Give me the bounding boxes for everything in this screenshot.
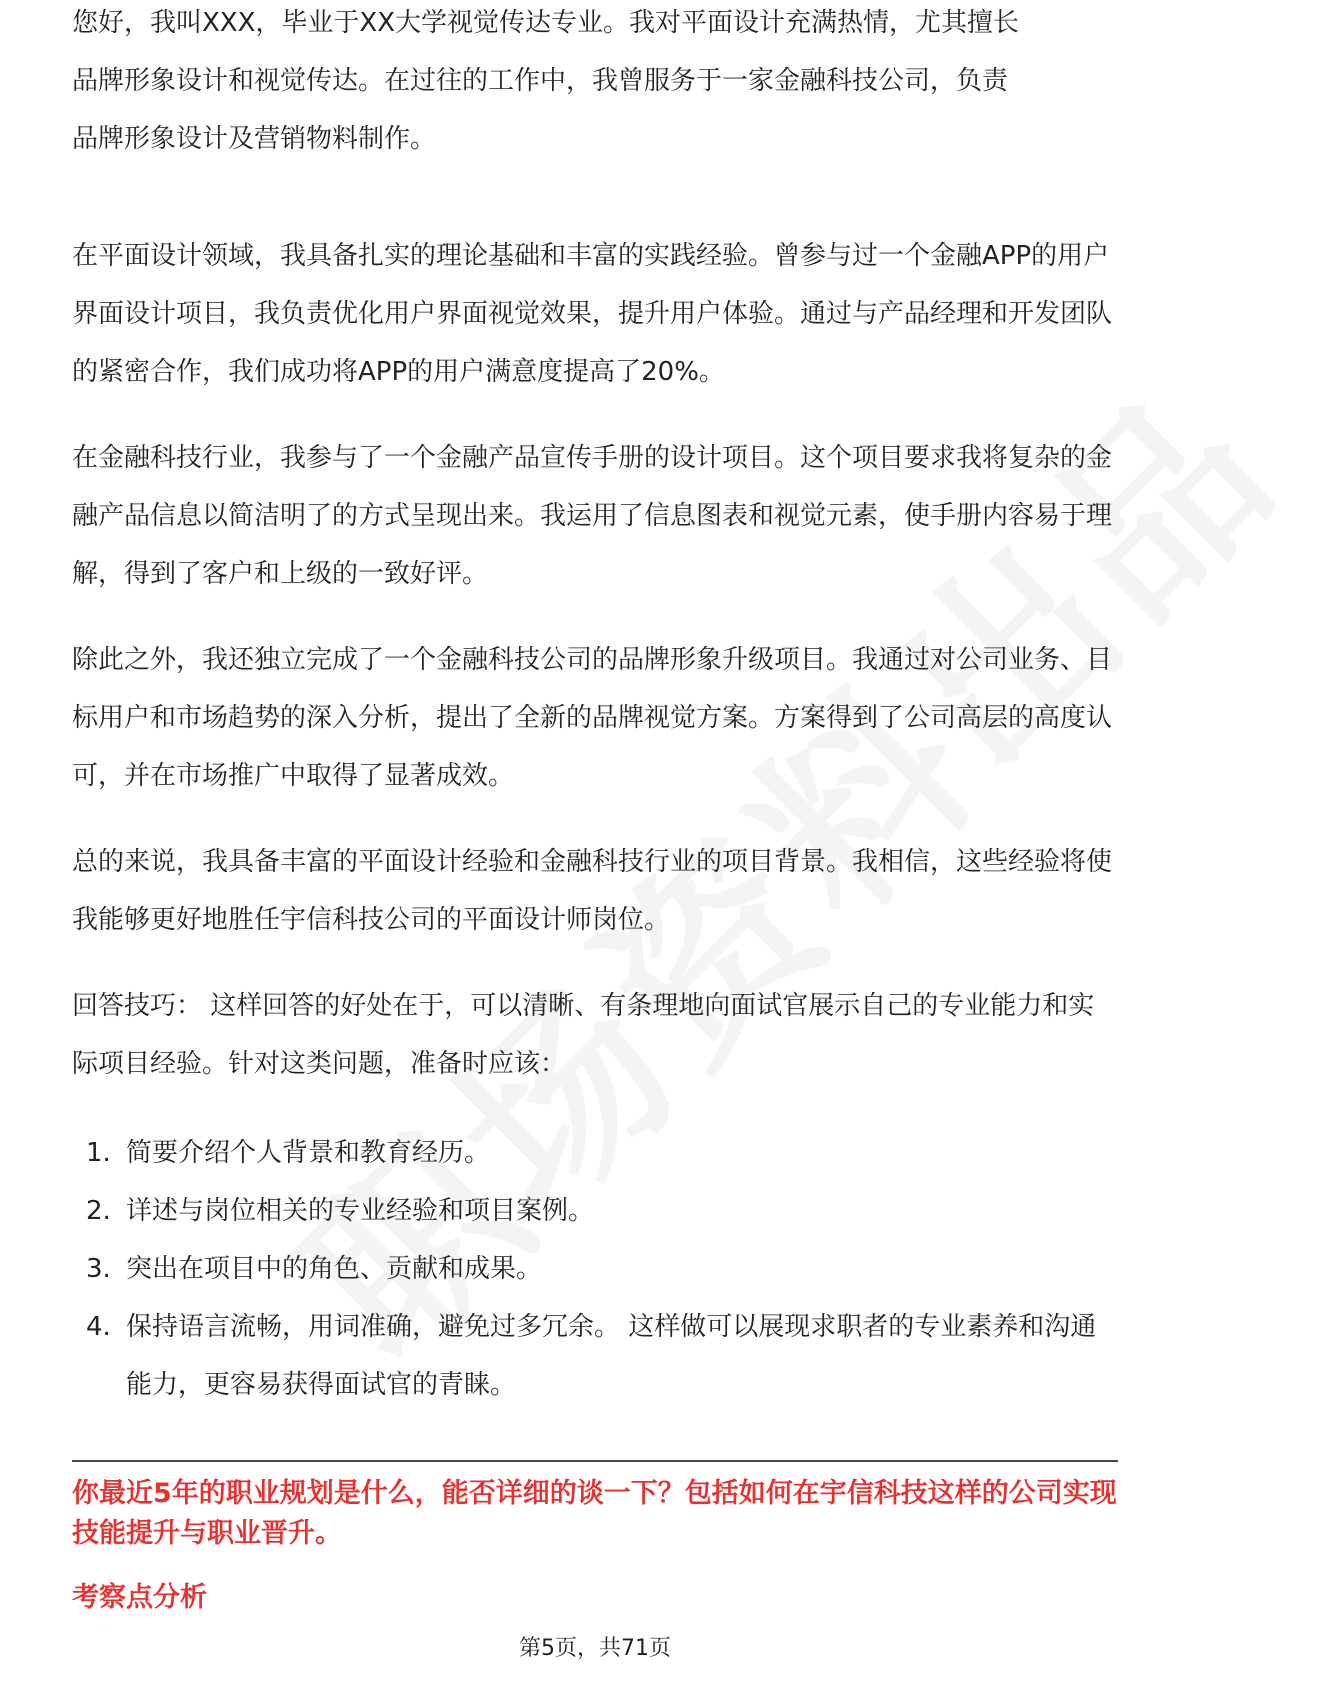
intro-line-2: 品牌形象设计和视觉传达。在过往的工作中，我曾服务于一家金融科技公司，负责	[72, 66, 1009, 96]
list-number: 1.	[86, 1138, 111, 1168]
paragraph-intro	[72, 8, 1118, 198]
section-divider	[72, 1460, 1118, 1462]
list-item-text: 详述与岗位相关的专业经验和项目案例。	[126, 1196, 595, 1226]
paragraph-brand-upgrade: 除此之外，我还独立完成了一个金融科技公司的品牌形象升级项目。我通过对公司业务、目标用户和市场趋势的深入分析，提出了全新的品牌视觉方案。方案得到了公司高层的高度认可，并在市场推广中取得了显著成效。	[72, 645, 1113, 791]
paragraph-design-experience: 在平面设计领域，我具备扎实的理论基础和丰富的实践经验。曾参与过一个金融APP的用户界面设计项目，我负责优化用户界面视觉效果，提升用户体验。通过与产品经理和开发团队的紧密合作，我们成功将APP的用户满意度提高了20%。	[72, 241, 1113, 387]
page-footer: 第5页，共71页	[519, 1636, 671, 1661]
list-item	[72, 1298, 1118, 1414]
tips-list	[72, 1124, 1118, 1414]
list-item-text: 保持语言流畅，用词准确，避免过多冗余。 这样做可以展现求职者的专业素养和沟通能力，更容易获得面试官的青睐。	[126, 1312, 1097, 1400]
list-number: 3.	[86, 1254, 111, 1284]
interview-question: 你最近5年的职业规划是什么，能否详细的谈一下？包括如何在宇信科技这样的公司实现技能提升与职业晋升。	[72, 1478, 1117, 1549]
list-item-text: 突出在项目中的角色、贡献和成果。	[126, 1254, 543, 1284]
intro-cut-line: 您好，我叫XXX，毕业于XX大学视觉传达专业。我对平面设计充满热情，尤其擅长	[72, 8, 1020, 38]
list-item-text: 简要介绍个人背景和教育经历。	[126, 1138, 491, 1168]
list-number: 2.	[86, 1196, 111, 1226]
section-title: 考察点分析	[72, 1582, 207, 1613]
list-item	[72, 1240, 1118, 1298]
paragraph-fintech-project: 在金融科技行业，我参与了一个金融产品宣传手册的设计项目。这个项目要求我将复杂的金融产品信息以简洁明了的方式呈现出来。我运用了信息图表和视觉元素，使手册内容易于理解，得到了客户和上级的一致好评。	[72, 443, 1113, 589]
paragraph-answer-tips: 回答技巧： 这样回答的好处在于，可以清晰、有条理地向面试官展示自己的专业能力和实际项目经验。针对这类问题，准备时应该：	[72, 991, 1095, 1079]
list-item	[72, 1182, 1118, 1240]
paragraph-summary: 总的来说，我具备丰富的平面设计经验和金融科技行业的项目背景。我相信，这些经验将使我能够更好地胜任宇信科技公司的平面设计师岗位。	[72, 847, 1113, 935]
list-item	[72, 1124, 1118, 1182]
intro-line-3: 品牌形象设计及营销物料制作。	[72, 124, 437, 154]
list-number: 4.	[86, 1312, 111, 1342]
